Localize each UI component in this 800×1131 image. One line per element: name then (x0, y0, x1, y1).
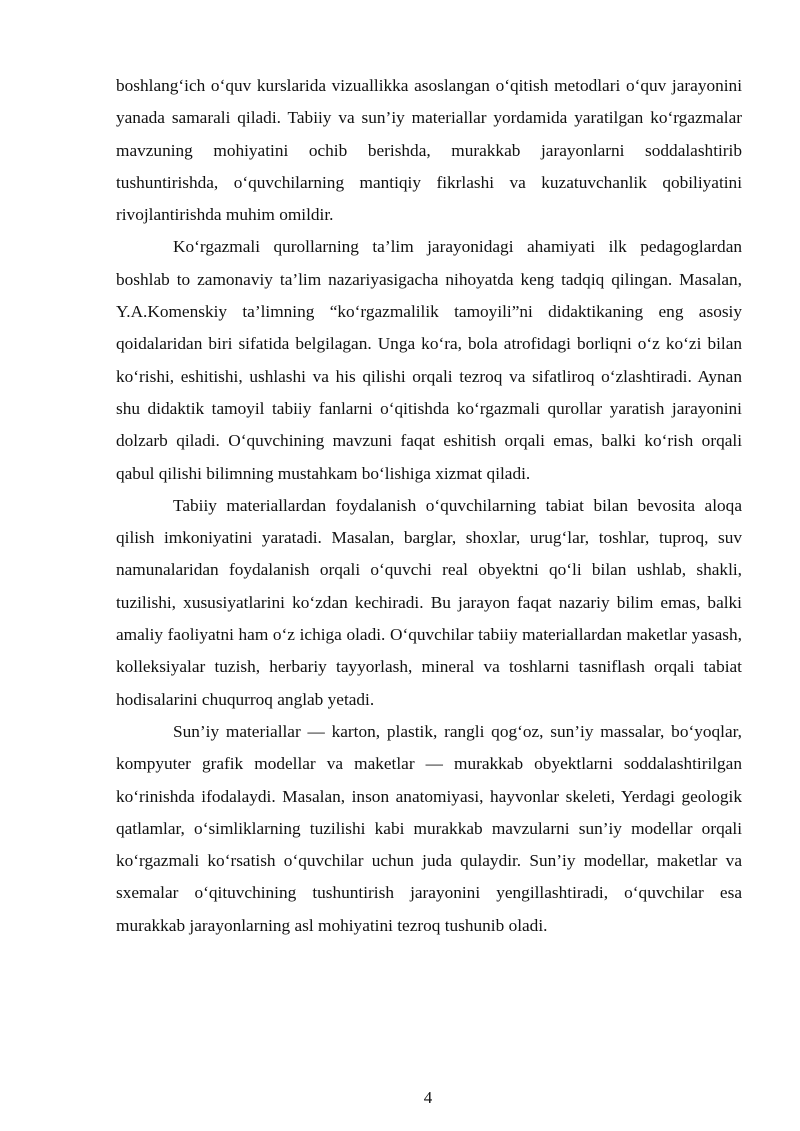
paragraph-4: Sun’iy materiallar — karton, plastik, rangli qog‘oz, sun’iy massalar, bo‘yoqlar, kompyuter grafik modellar va maketlar — murakkab obyektlarni soddalashtirilgan ko‘rinishda ifodalaydi. Masalan, inson anatomiyasi, hayvonlar skeleti, Yerdagi geologik qatlamlar, o‘simliklarning tuzilishi kabi murakkab mavzularni sun’iy modellar orqali ko‘rgazmali ko‘rsatish o‘quvchilar uchun juda qulaydir. Sun’iy modellar, maketlar va sxemalar o‘qituvchining tushuntirish jarayonini yengillashtiradi, o‘quvchilar esa murakkab jarayonlarning asl mohiyatini tezroq tushunib oladi. (116, 721, 742, 935)
page-number: 4 (423, 1088, 433, 1107)
body-text (116, 70, 742, 942)
paragraph-3: Tabiiy materiallardan foydalanish o‘quvchilarning tabiat bilan bevosita aloqa qilish imkoniyatini yaratadi. Masalan, barglar, shoxlar, urug‘lar, toshlar, tuproq, suv namunalaridan foydalanish orqali o‘quvchi real obyektni qo‘li bilan ushlab, shakli, tuzilishi, xususiyatlarini ko‘zdan kechiradi. Bu jarayon faqat nazariy bilim emas, balki amaliy faoliyatni ham o‘z ichiga oladi. O‘quvchilar tabiiy materiallardan maketlar yasash, kolleksiyalar tuzish, herbariy tayyorlash, mineral va toshlarni tasniflash orqali tabiat hodisalarini chuqurroq anglab yetadi. (116, 495, 742, 709)
paragraph-1: boshlang‘ich o‘quv kurslarida vizuallikka asoslangan o‘qitish metodlari o‘quv jarayonini yanada samarali qiladi. Tabiiy va sun’iy materiallar yordamida yaratilgan ko‘rgazmalar mavzuning mohiyatini ochib berishda, murakkab jarayonlarni soddalashtirib tushuntirishda, o‘quvchilarning mantiqiy fikrlashi va kuzatuvchanlik qobiliyatini rivojlantirishda muhim omildir. (116, 76, 742, 225)
paragraph-2: Ko‘rgazmali qurollarning ta’lim jarayonidagi ahamiyati ilk pedagoglardan boshlab to zamonaviy ta’lim nazariyasigacha nihoyatda keng tadqiq qilingan. Masalan, Y.A.Komenskiy ta’limning “ko‘rgazmalilik tamoyili”ni didaktikaning eng asosiy qoidalaridan biri sifatida belgilagan. Unga ko‘ra, bola atrofidagi borliqni o‘z ko‘zi bilan ko‘rishi, eshitishi, ushlashi va his qilishi orqali tezroq va sifatliroq o‘zlashtiradi. Aynan shu didaktik tamoyil tabiiy fanlarni o‘qitishda ko‘rgazmali qurollar yaratish jarayonini dolzarb qiladi. O‘quvchining mavzuni faqat eshitish orqali emas, balki ko‘rish orqali qabul qilishi bilimning mustahkam bo‘lishiga xizmat qiladi. (116, 237, 742, 483)
